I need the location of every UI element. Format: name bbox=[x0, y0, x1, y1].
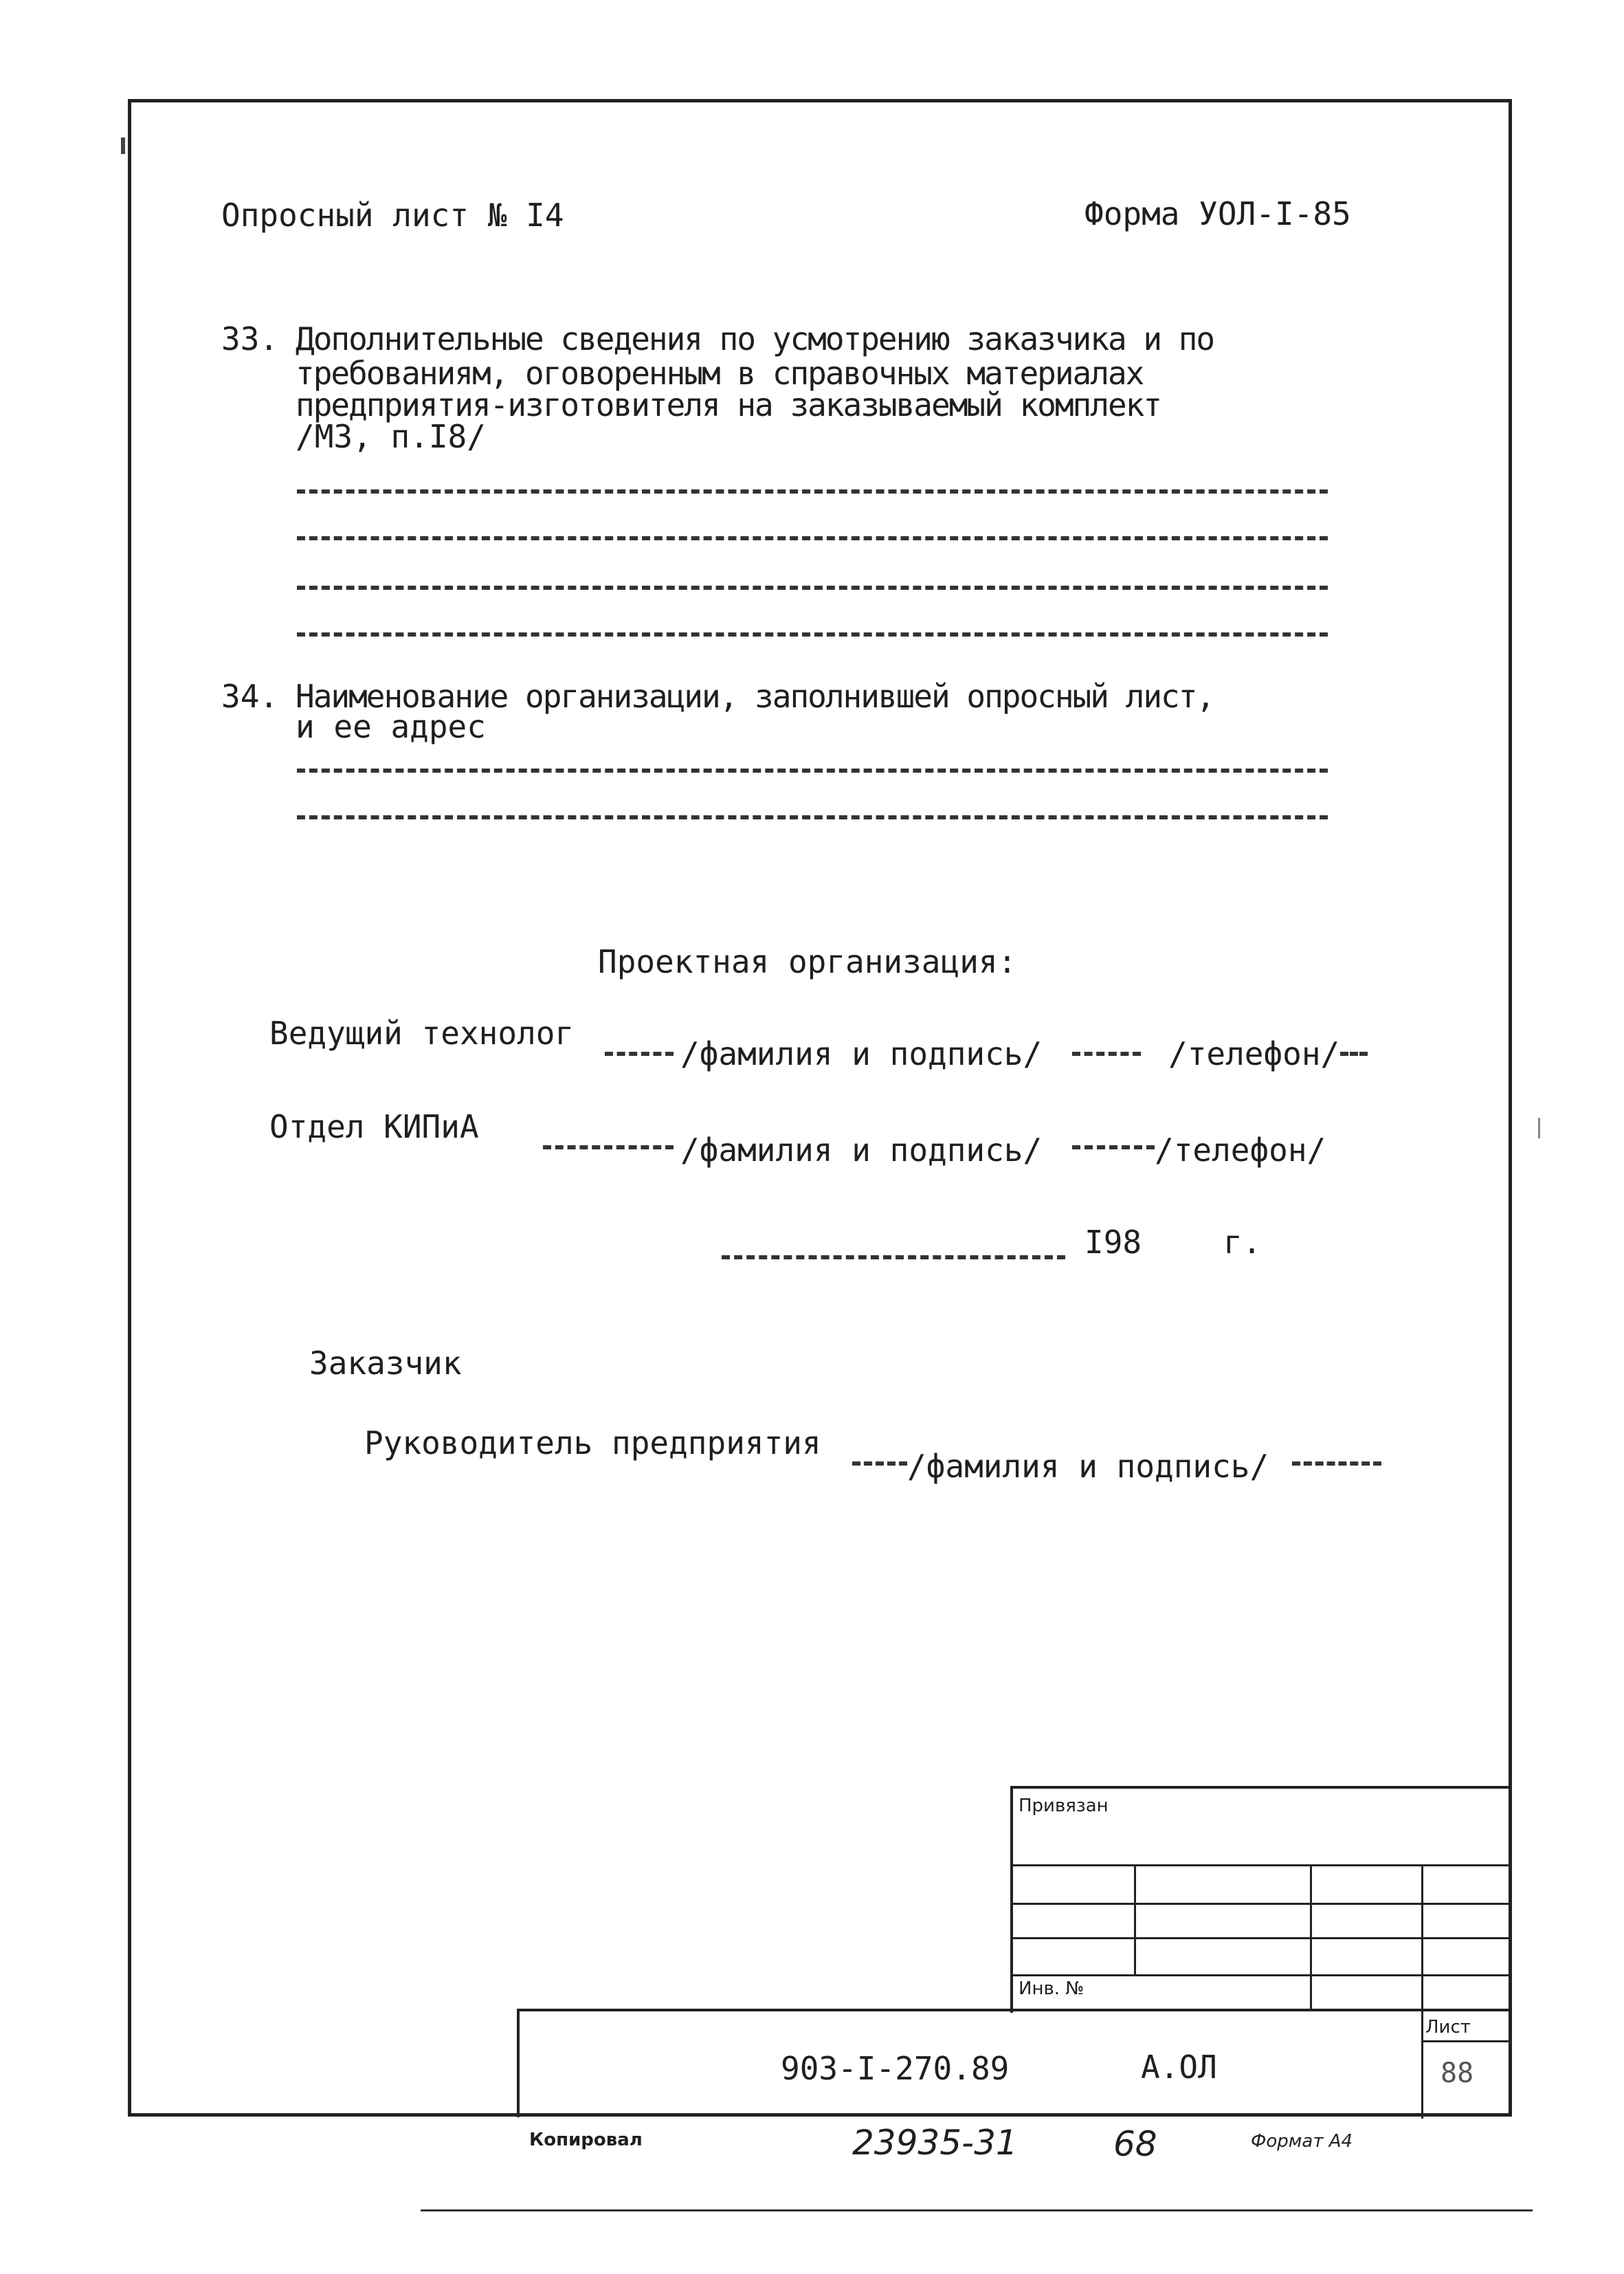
item-33-number: 33. bbox=[221, 320, 279, 357]
signature-line bbox=[543, 1145, 674, 1149]
stamp-border-left bbox=[1010, 1786, 1013, 2013]
stamp-border-top bbox=[1010, 1786, 1512, 1789]
fill-line bbox=[297, 489, 1328, 494]
item-33-line3: предприятия-изготовителя на заказываемый комплект bbox=[296, 386, 1161, 423]
inv-no-label: Инв. № bbox=[1019, 1978, 1084, 1999]
director-name-hint: /фамилия и подпись/ bbox=[907, 1448, 1269, 1485]
sheet-title: Опросный лист № I4 bbox=[221, 197, 564, 234]
format-label: Формат А4 bbox=[1251, 2131, 1353, 2152]
fill-line bbox=[297, 632, 1328, 637]
fill-line bbox=[297, 586, 1328, 590]
kipia-phone-hint: /телефон/ bbox=[1155, 1132, 1326, 1169]
copied-label: Копировал bbox=[529, 2130, 643, 2150]
form-code: Форма УОЛ-I-85 bbox=[1084, 195, 1351, 232]
sheet-label: Лист bbox=[1425, 2017, 1471, 2038]
date-line bbox=[722, 1255, 1065, 1259]
doc-type: А.ОЛ bbox=[1141, 2049, 1217, 2086]
fill-line bbox=[297, 815, 1328, 819]
doc-code: 903-I-270.89 bbox=[781, 2050, 1010, 2087]
left-edge-mark bbox=[121, 137, 125, 154]
kipia-dept-label: Отдел КИПиА bbox=[269, 1108, 479, 1145]
sheet-cell-line bbox=[1421, 2040, 1512, 2042]
signature-line bbox=[1072, 1052, 1141, 1056]
lead-technologist-name-hint: /фамилия и подпись/ bbox=[680, 1035, 1043, 1072]
item-34-line2: и ее адрес bbox=[296, 708, 486, 745]
lead-technologist-phone-hint: /телефон/ bbox=[1168, 1035, 1340, 1072]
stamp-row-line bbox=[1010, 1864, 1512, 1866]
title-block-left bbox=[517, 2009, 520, 2117]
signature-line bbox=[1072, 1145, 1155, 1149]
director-label: Руководитель предприятия bbox=[364, 1424, 821, 1461]
signature-line bbox=[852, 1461, 907, 1466]
right-edge-mark bbox=[1538, 1118, 1540, 1138]
stamp-row-line bbox=[1010, 1937, 1512, 1939]
item-33-line2: требованиям, оговоренным в справочных материалах bbox=[296, 355, 1144, 392]
customer-heading: Заказчик bbox=[309, 1345, 462, 1382]
signature-line bbox=[1292, 1461, 1381, 1466]
fill-line bbox=[297, 769, 1328, 773]
year-text: I98 bbox=[1084, 1224, 1142, 1261]
page-number: 68 bbox=[1113, 2124, 1157, 2164]
stamp-col-line bbox=[1421, 1864, 1423, 2119]
fill-line bbox=[297, 536, 1328, 540]
item-34-number: 34. bbox=[221, 678, 279, 715]
bottom-rule bbox=[421, 2209, 1533, 2211]
lead-technologist-label: Ведущий технолог bbox=[269, 1015, 575, 1052]
stamp-row-line bbox=[1010, 1974, 1512, 1976]
item-33-line1: Дополнительные сведения по усмотрению заказчика и по bbox=[296, 320, 1214, 357]
stamp-col-line bbox=[1310, 1864, 1312, 2009]
signature-line bbox=[1340, 1052, 1368, 1056]
signature-line bbox=[605, 1052, 674, 1056]
item-33-line4: /МЗ, п.I8/ bbox=[296, 418, 486, 455]
item-34-line1: Наименование организации, заполнившей опросный лист, bbox=[296, 678, 1214, 715]
attached-label: Привязан bbox=[1019, 1796, 1109, 1816]
kipia-name-hint: /фамилия и подпись/ bbox=[680, 1132, 1043, 1169]
project-org-heading: Проектная организация: bbox=[598, 943, 1017, 980]
stamp-row-line bbox=[1010, 1903, 1512, 1905]
stamp-col-line bbox=[1134, 1864, 1136, 1974]
title-block-top bbox=[517, 2009, 1512, 2011]
sheet-number: 88 bbox=[1441, 2057, 1474, 2089]
archive-number: 23935-31 bbox=[852, 2123, 1018, 2163]
year-suffix: г. bbox=[1223, 1224, 1262, 1261]
